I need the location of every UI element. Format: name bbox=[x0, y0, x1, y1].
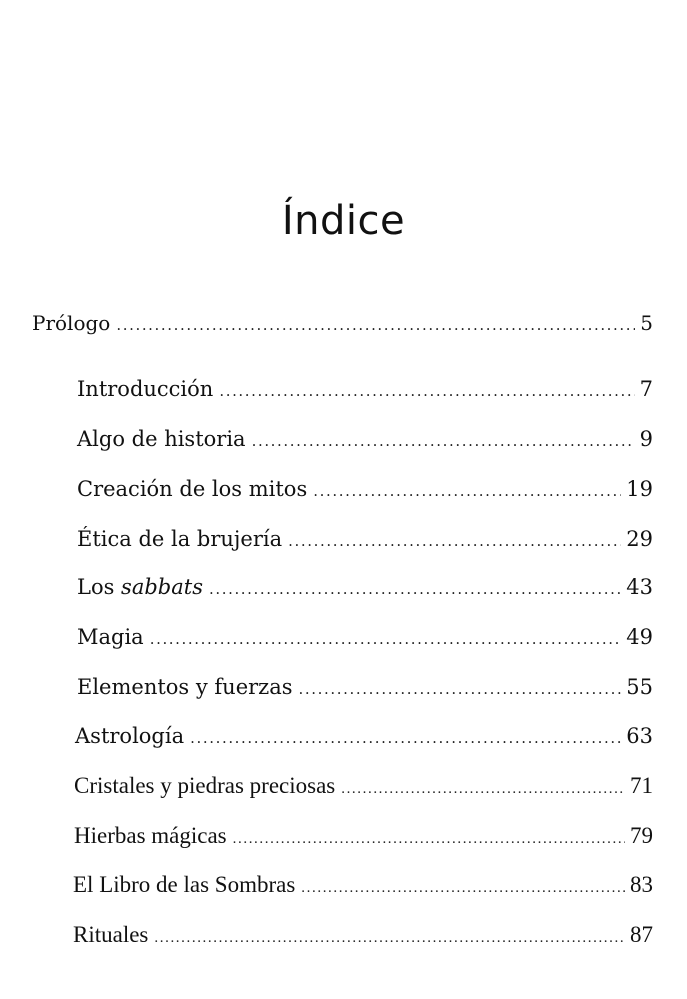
toc-page-number: 71 bbox=[630, 773, 653, 798]
toc-entry-astrologia bbox=[75, 721, 653, 753]
toc-entry-label: Magia bbox=[77, 625, 144, 649]
toc-entry-label: Rituales bbox=[73, 922, 149, 947]
toc-entry-el-libro-de-las-sombras bbox=[73, 870, 653, 903]
dot-leader bbox=[219, 376, 634, 406]
dot-leader bbox=[116, 310, 635, 340]
toc-entry-rituales bbox=[73, 920, 653, 953]
toc-entry-label-emphasis: sabbats bbox=[121, 575, 203, 599]
dot-leader bbox=[252, 426, 635, 456]
toc-entry-etica-de-la-brujeria bbox=[77, 524, 653, 556]
toc-page-number: 5 bbox=[640, 311, 653, 335]
toc-entry-label: Astrología bbox=[75, 724, 185, 748]
dot-leader bbox=[301, 873, 625, 903]
toc-entry-label: Algo de historia bbox=[77, 427, 246, 451]
toc-page-number: 87 bbox=[630, 922, 653, 947]
toc-page-number: 63 bbox=[626, 724, 653, 748]
dot-leader bbox=[209, 574, 621, 604]
toc-entry-label: Elementos y fuerzas bbox=[77, 675, 293, 699]
dot-leader bbox=[341, 774, 625, 804]
toc-page-number: 19 bbox=[626, 477, 653, 501]
toc-page-number: 43 bbox=[626, 575, 653, 599]
toc-entry-label: Ética de la brujería bbox=[77, 527, 283, 551]
toc-entry-label-prefix: Los bbox=[77, 575, 122, 599]
toc-page-number: 9 bbox=[639, 427, 653, 451]
toc-page-number: 83 bbox=[630, 872, 653, 897]
dot-leader bbox=[313, 476, 621, 506]
toc-entry-hierbas-magicas bbox=[74, 821, 653, 854]
toc-entry-label: Introducción bbox=[77, 377, 214, 401]
toc-page-number: 55 bbox=[626, 675, 653, 699]
page-title: Índice bbox=[281, 198, 406, 244]
toc-entry-magia bbox=[77, 622, 653, 654]
dot-leader bbox=[154, 923, 625, 953]
toc-entry-label: Hierbas mágicas bbox=[74, 823, 227, 848]
toc-entry-label bbox=[77, 572, 203, 602]
toc-entry-cristales-y-piedras-preciosas bbox=[74, 771, 653, 804]
toc-entry-label: Creación de los mitos bbox=[77, 477, 308, 501]
toc-entry-label: El Libro de las Sombras bbox=[73, 872, 296, 897]
toc-page-number: 79 bbox=[630, 823, 653, 848]
dot-leader bbox=[233, 824, 625, 854]
toc-entry-label: Prólogo bbox=[32, 311, 111, 335]
dot-leader bbox=[299, 674, 622, 704]
dot-leader bbox=[288, 526, 621, 556]
toc-entry-prologo bbox=[32, 308, 653, 340]
dot-leader bbox=[150, 624, 622, 654]
dot-leader bbox=[190, 723, 621, 753]
toc-page-number: 29 bbox=[626, 527, 653, 551]
toc-page-number: 49 bbox=[626, 625, 653, 649]
toc-entry-introduccion bbox=[77, 374, 653, 406]
toc-entry-los-sabbats bbox=[77, 572, 653, 604]
toc-entry-creacion-de-los-mitos bbox=[77, 474, 653, 506]
toc-entry-label: Cristales y piedras preciosas bbox=[74, 773, 336, 798]
toc-page-number: 7 bbox=[639, 377, 653, 401]
toc-entry-elementos-y-fuerzas bbox=[77, 672, 653, 704]
toc-entry-algo-de-historia bbox=[77, 424, 653, 456]
